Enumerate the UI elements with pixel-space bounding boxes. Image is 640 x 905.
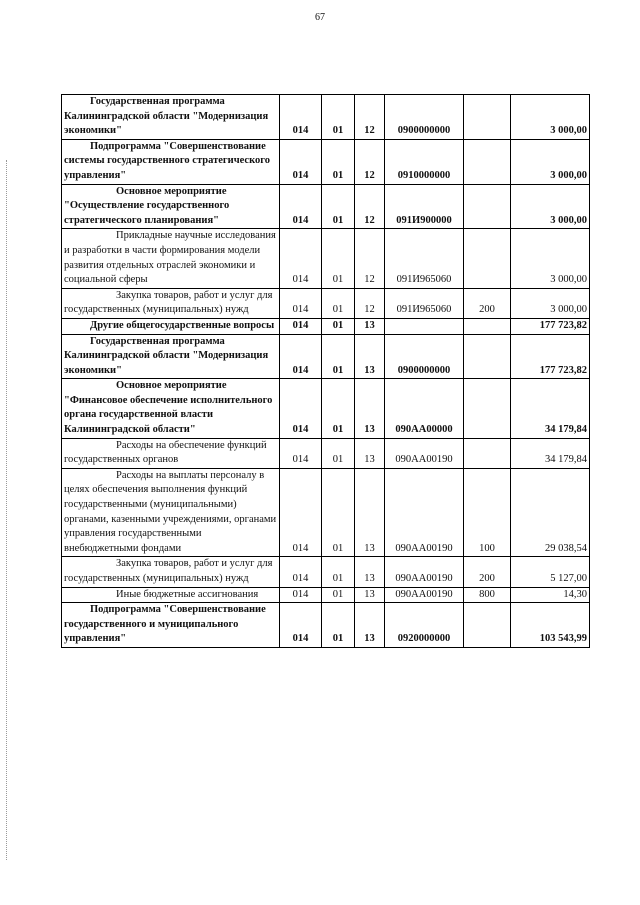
row-vr-code (464, 318, 511, 334)
row-rz-code: 01 (322, 587, 355, 603)
row-gr-code: 014 (280, 288, 322, 318)
row-name (62, 318, 280, 334)
row-sum: 14,30 (511, 587, 590, 603)
row-csr-code: 090АА00000 (385, 379, 464, 438)
row-name (62, 334, 280, 379)
row-name-text: Государственная программа Калининградской области "Модернизация экономики" (64, 335, 269, 376)
row-gr-code: 014 (280, 587, 322, 603)
row-vr-code (464, 184, 511, 229)
row-name-text: Иные бюджетные ассигнования (116, 588, 259, 600)
row-pr-code: 13 (355, 334, 385, 379)
row-sum: 177 723,82 (511, 334, 590, 379)
table-row (62, 468, 590, 557)
row-name-text: Закупка товаров, работ и услуг для государственных (муниципальных) нужд (64, 289, 273, 316)
row-name-text: Прикладные научные исследования и разработки в части формирования модели развития отдельных отраслей экономики и социальной сферы (64, 230, 276, 286)
row-name-text: Подпрограмма "Совершенствование государственного и муниципального управления" (64, 604, 266, 645)
row-rz-code: 01 (322, 379, 355, 438)
row-vr-code (464, 334, 511, 379)
row-gr-code: 014 (280, 468, 322, 557)
row-vr-code (464, 95, 511, 140)
row-gr-code: 014 (280, 184, 322, 229)
row-name (62, 468, 280, 557)
row-pr-code: 12 (355, 184, 385, 229)
table-row (62, 184, 590, 229)
row-csr-code: 091И965060 (385, 288, 464, 318)
row-pr-code: 12 (355, 95, 385, 140)
row-vr-code (464, 603, 511, 648)
row-pr-code: 13 (355, 379, 385, 438)
row-name-text: Расходы на обеспечение функций государственных органов (64, 439, 267, 466)
row-rz-code: 01 (322, 95, 355, 140)
table-row (62, 438, 590, 468)
row-pr-code: 12 (355, 288, 385, 318)
row-sum: 29 038,54 (511, 468, 590, 557)
row-csr-code: 091И965060 (385, 229, 464, 288)
row-name-text: Основное мероприятие "Осуществление государственного стратегического планирования" (64, 185, 230, 226)
row-pr-code: 13 (355, 318, 385, 334)
budget-table-container (61, 94, 590, 648)
table-row (62, 318, 590, 334)
scan-margin-dots (6, 160, 8, 860)
row-gr-code: 014 (280, 438, 322, 468)
table-row (62, 229, 590, 288)
row-name (62, 557, 280, 587)
row-sum: 103 543,99 (511, 603, 590, 648)
table-row (62, 557, 590, 587)
row-rz-code: 01 (322, 229, 355, 288)
row-csr-code: 091И900000 (385, 184, 464, 229)
row-gr-code: 014 (280, 557, 322, 587)
row-vr-code (464, 229, 511, 288)
row-name (62, 95, 280, 140)
table-row (62, 95, 590, 140)
row-vr-code: 100 (464, 468, 511, 557)
row-rz-code: 01 (322, 139, 355, 184)
table-row (62, 379, 590, 438)
row-name-text: Основное мероприятие "Финансовое обеспечение исполнительного органа государственной власти Калининградской области" (64, 380, 273, 436)
row-vr-code: 200 (464, 557, 511, 587)
row-csr-code: 090АА00190 (385, 557, 464, 587)
row-pr-code: 13 (355, 587, 385, 603)
row-name (62, 438, 280, 468)
row-gr-code: 014 (280, 229, 322, 288)
row-csr-code: 0900000000 (385, 95, 464, 140)
row-name-text: Государственная программа Калининградской области "Модернизация экономики" (64, 96, 269, 137)
row-name (62, 229, 280, 288)
row-rz-code: 01 (322, 334, 355, 379)
row-vr-code: 200 (464, 288, 511, 318)
row-sum: 34 179,84 (511, 379, 590, 438)
row-gr-code: 014 (280, 139, 322, 184)
row-name (62, 288, 280, 318)
row-sum: 34 179,84 (511, 438, 590, 468)
row-csr-code: 090АА00190 (385, 438, 464, 468)
row-name-text: Закупка товаров, работ и услуг для государственных (муниципальных) нужд (64, 558, 273, 584)
row-rz-code: 01 (322, 557, 355, 587)
row-name-text: Другие общегосударственные вопросы (90, 319, 275, 331)
row-csr-code: 090АА00190 (385, 468, 464, 557)
row-vr-code (464, 438, 511, 468)
row-name (62, 139, 280, 184)
row-name-text: Подпрограмма "Совершенствование системы государственного стратегического управления" (64, 140, 271, 181)
row-csr-code: 090АА00190 (385, 587, 464, 603)
table-row (62, 603, 590, 648)
table-row (62, 587, 590, 603)
table-row (62, 334, 590, 379)
row-pr-code: 13 (355, 603, 385, 648)
row-csr-code: 0910000000 (385, 139, 464, 184)
row-rz-code: 01 (322, 184, 355, 229)
row-pr-code: 12 (355, 229, 385, 288)
row-vr-code (464, 139, 511, 184)
row-rz-code: 01 (322, 288, 355, 318)
row-name-text: Расходы на выплаты персоналу в целях обеспечения выполнения функций государственными (муниципальными) органами, казенными учреждениями, органами управления государственными внебюджетными фондами (64, 469, 277, 554)
row-csr-code: 0920000000 (385, 603, 464, 648)
row-pr-code: 13 (355, 468, 385, 557)
budget-table (61, 94, 590, 648)
row-sum: 3 000,00 (511, 288, 590, 318)
row-name (62, 184, 280, 229)
table-row (62, 288, 590, 318)
row-vr-code (464, 379, 511, 438)
page-number: 67 (315, 12, 325, 23)
row-sum: 177 723,82 (511, 318, 590, 334)
row-gr-code: 014 (280, 95, 322, 140)
row-sum: 3 000,00 (511, 139, 590, 184)
row-gr-code: 014 (280, 318, 322, 334)
row-gr-code: 014 (280, 334, 322, 379)
row-name (62, 379, 280, 438)
budget-table-body (62, 95, 590, 648)
row-pr-code: 13 (355, 557, 385, 587)
row-gr-code: 014 (280, 603, 322, 648)
row-rz-code: 01 (322, 603, 355, 648)
row-gr-code: 014 (280, 379, 322, 438)
row-name (62, 603, 280, 648)
row-rz-code: 01 (322, 468, 355, 557)
row-rz-code: 01 (322, 438, 355, 468)
row-sum: 5 127,00 (511, 557, 590, 587)
row-csr-code (385, 318, 464, 334)
row-sum: 3 000,00 (511, 184, 590, 229)
row-sum: 3 000,00 (511, 95, 590, 140)
row-csr-code: 0900000000 (385, 334, 464, 379)
row-name (62, 587, 280, 603)
row-sum: 3 000,00 (511, 229, 590, 288)
row-rz-code: 01 (322, 318, 355, 334)
row-pr-code: 13 (355, 438, 385, 468)
table-row (62, 139, 590, 184)
row-pr-code: 12 (355, 139, 385, 184)
row-vr-code: 800 (464, 587, 511, 603)
